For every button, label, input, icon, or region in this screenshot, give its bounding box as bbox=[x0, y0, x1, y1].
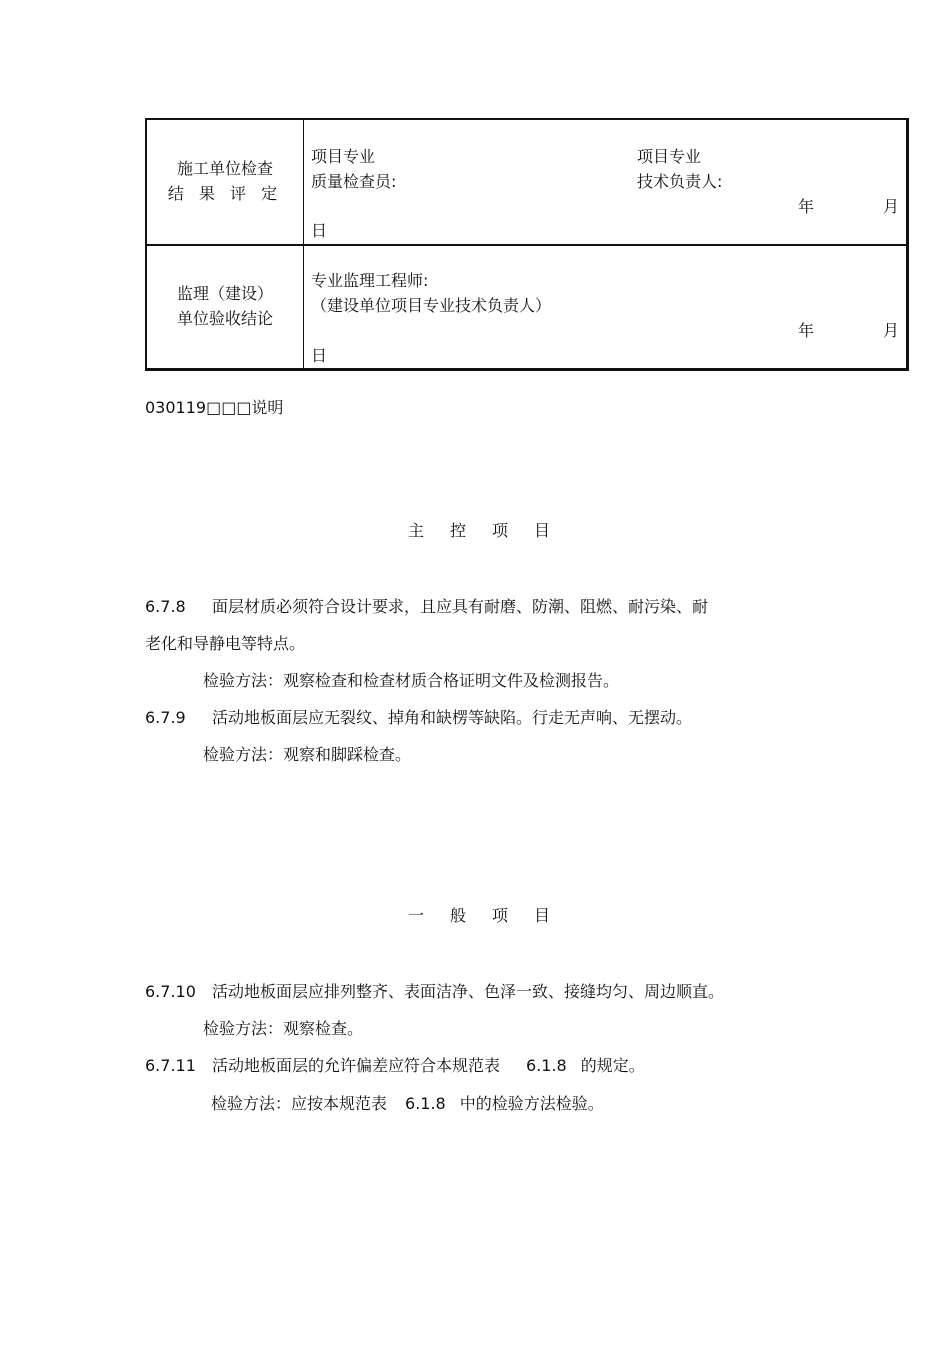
quality-inspector-line1: 项目专业 bbox=[311, 147, 376, 166]
item-method-6-7-10: 检验方法：观察检查。 bbox=[203, 1019, 364, 1038]
item-method-6-7-11-pre: 检验方法：应按本规范表 bbox=[211, 1094, 388, 1113]
item-number-6-7-11: 6.7.11 bbox=[145, 1056, 196, 1075]
heading-char: 般 bbox=[450, 906, 467, 925]
row2-day: 日 bbox=[311, 346, 328, 365]
item-text-6-7-9: 活动地板面层应无裂纹、掉角和缺楞等缺陷。行走无声响、无摆动。 bbox=[212, 708, 693, 727]
heading-char: 项 bbox=[492, 906, 509, 925]
row1-day: 日 bbox=[311, 221, 328, 240]
table-reference: 6.1.8 bbox=[405, 1094, 446, 1113]
construction-label-line2: 结 果 评 定 bbox=[167, 184, 283, 203]
item-number-6-7-8: 6.7.8 bbox=[145, 597, 186, 616]
item-text-6-7-8-line2: 老化和导静电等特点。 bbox=[145, 634, 306, 653]
quality-inspector-line2: 质量检查员: bbox=[311, 172, 397, 191]
row1-month: 月 bbox=[883, 197, 900, 216]
construction-label-line1: 施工单位检查 bbox=[176, 159, 273, 178]
item-method-6-7-8: 检验方法：观察检查和检查材质合格证明文件及检测报告。 bbox=[203, 671, 620, 690]
item-text-6-7-10: 活动地板面层应排列整齐、表面洁净、色泽一致、接缝均匀、周边顺直。 bbox=[212, 982, 725, 1001]
table-reference: 6.1.8 bbox=[526, 1056, 567, 1075]
supervision-engineer-line2: （建设单位项目专业技术负责人） bbox=[311, 296, 552, 315]
item-text-6-7-11-pre: 活动地板面层的允许偏差应符合本规范表 bbox=[212, 1056, 501, 1075]
item-text-6-7-11 bbox=[212, 1056, 645, 1076]
row2-year: 年 bbox=[798, 321, 815, 340]
item-method-6-7-11 bbox=[211, 1094, 604, 1114]
section-heading-general bbox=[395, 906, 563, 926]
note-title: 030119□□□说明 bbox=[145, 398, 284, 417]
item-method-6-7-9: 检验方法：观察和脚踩检查。 bbox=[203, 745, 412, 764]
row1-year: 年 bbox=[798, 197, 815, 216]
signature-table bbox=[145, 118, 909, 371]
heading-char: 控 bbox=[450, 521, 467, 540]
tech-lead-line1: 项目专业 bbox=[637, 147, 702, 166]
supervision-engineer-line1: 专业监理工程师: bbox=[311, 271, 429, 290]
heading-char: 主 bbox=[408, 521, 425, 540]
construction-unit-label bbox=[147, 156, 303, 206]
item-text-6-7-8-line1: 面层材质必须符合设计要求，且应具有耐磨、防潮、阻燃、耐污染、耐 bbox=[212, 597, 709, 616]
supervision-label-line2: 单位验收结论 bbox=[176, 309, 273, 328]
heading-char: 项 bbox=[492, 521, 509, 540]
item-number-6-7-9: 6.7.9 bbox=[145, 708, 186, 727]
item-text-6-7-11-post: 的规定。 bbox=[580, 1056, 645, 1075]
table-row-divider bbox=[147, 244, 906, 246]
heading-char: 目 bbox=[534, 521, 551, 540]
supervision-label-line1: 监理（建设） bbox=[176, 284, 273, 303]
tech-lead-line2: 技术负责人: bbox=[637, 172, 723, 191]
supervision-unit-label bbox=[147, 281, 303, 331]
row2-month: 月 bbox=[883, 321, 900, 340]
item-number-6-7-10: 6.7.10 bbox=[145, 982, 196, 1001]
heading-char: 一 bbox=[408, 906, 425, 925]
section-heading-main bbox=[395, 521, 563, 541]
heading-char: 目 bbox=[534, 906, 551, 925]
item-method-6-7-11-post: 中的检验方法检验。 bbox=[459, 1094, 604, 1113]
